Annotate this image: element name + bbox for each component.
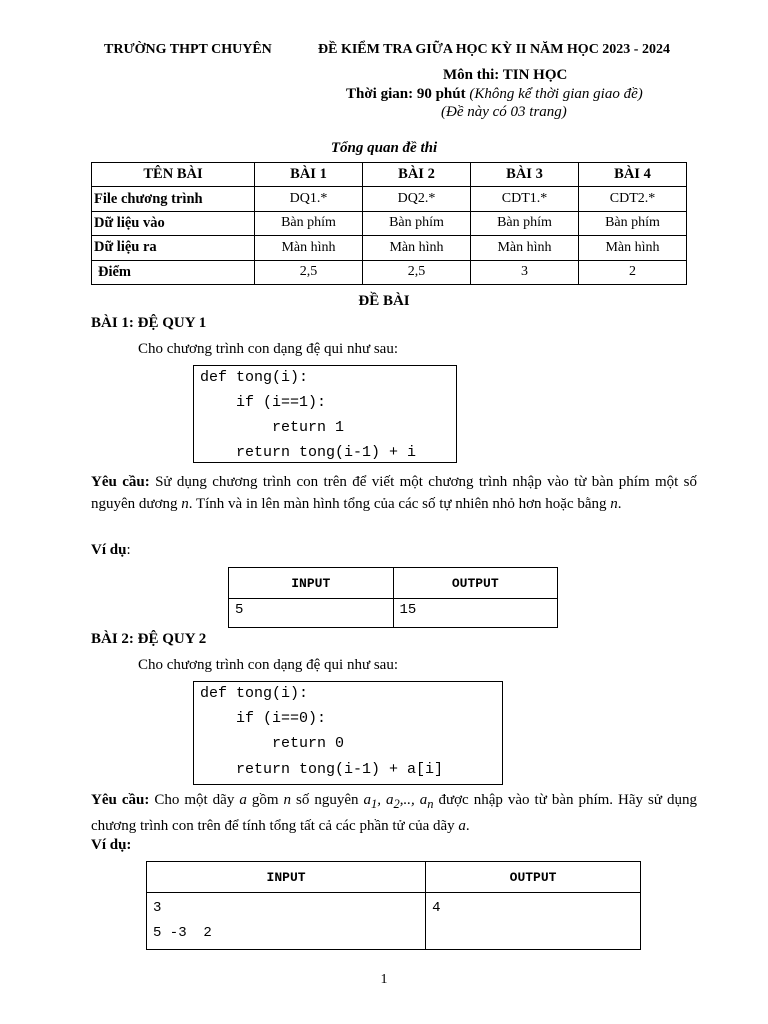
bai1-title: BÀI 1: ĐỆ QUY 1 bbox=[91, 315, 207, 331]
io-header-row bbox=[229, 568, 558, 599]
overview-header-cell: BÀI 3 bbox=[471, 163, 579, 187]
seq-a: , a bbox=[377, 792, 394, 808]
overview-cell: Màn hình bbox=[471, 236, 579, 260]
overview-title: Tổng quan đề thi bbox=[330, 140, 438, 156]
io-header-output: OUTPUT bbox=[393, 568, 558, 599]
seq-a: a bbox=[363, 792, 371, 808]
overview-row-label: File chương trình bbox=[92, 187, 255, 211]
io-output-line: 15 bbox=[399, 602, 417, 618]
var-n: n bbox=[283, 792, 291, 808]
io-header-input: INPUT bbox=[147, 862, 426, 893]
io-output bbox=[426, 893, 641, 950]
io-row bbox=[147, 893, 641, 950]
requirement-label: Yêu cầu: bbox=[91, 792, 150, 808]
requirement-text: . Tính và in lên màn hình tổng của các số tự nhiên nhỏ hơn hoặc bằng bbox=[188, 496, 611, 512]
overview-row bbox=[92, 187, 687, 211]
overview-cell: DQ2.* bbox=[363, 187, 471, 211]
exam-time bbox=[346, 86, 643, 103]
overview-cell: Bàn phím bbox=[579, 211, 687, 235]
overview-cell: Bàn phím bbox=[471, 211, 579, 235]
io-row bbox=[229, 599, 558, 628]
io-output bbox=[393, 599, 558, 628]
sequence bbox=[363, 792, 434, 811]
seq-a: ,.., a bbox=[399, 792, 428, 808]
requirement-text: Cho một dãy bbox=[149, 792, 240, 808]
exam-title: ĐỀ KIỂM TRA GIỮA HỌC KỲ II NĂM HỌC 2023 - 2024 bbox=[318, 42, 670, 57]
overview-header-row bbox=[92, 163, 687, 187]
code-line: if (i==0): bbox=[200, 710, 327, 727]
overview-cell: 2 bbox=[579, 260, 687, 284]
overview-cell: Màn hình bbox=[363, 236, 471, 260]
bai1-code-box bbox=[193, 365, 457, 463]
code-line: return 0 bbox=[200, 735, 345, 752]
overview-header-cell: BÀI 1 bbox=[255, 163, 363, 187]
code-line: def tong(i): bbox=[200, 685, 309, 702]
overview-cell: Màn hình bbox=[579, 236, 687, 260]
var-a: a bbox=[458, 818, 466, 834]
bai1-intro: Cho chương trình con dạng đệ qui như sau: bbox=[138, 341, 398, 357]
example-colon: : bbox=[126, 542, 131, 558]
io-input bbox=[229, 599, 394, 628]
overview-cell: Bàn phím bbox=[255, 211, 363, 235]
overview-header-cell: TÊN BÀI bbox=[92, 163, 255, 187]
overview-row bbox=[92, 211, 687, 235]
io-input-line: 5 bbox=[235, 602, 244, 618]
overview-row-label: Dữ liệu ra bbox=[92, 236, 255, 260]
io-header-row bbox=[147, 862, 641, 893]
page-number: 1 bbox=[380, 972, 388, 987]
overview-cell: Bàn phím bbox=[363, 211, 471, 235]
overview-row-label: Dữ liệu vào bbox=[92, 211, 255, 235]
bai1-example-label bbox=[91, 542, 131, 559]
overview-table bbox=[91, 162, 687, 285]
io-output-line: 4 bbox=[432, 900, 441, 916]
io-header-output: OUTPUT bbox=[426, 862, 641, 893]
bai2-io-table bbox=[146, 861, 641, 950]
overview-row-label: Điểm bbox=[92, 260, 255, 284]
exam-subject: Môn thi: TIN HỌC bbox=[443, 67, 568, 83]
requirement-text: gồm bbox=[246, 792, 284, 808]
overview-row bbox=[92, 236, 687, 260]
section-heading: ĐỀ BÀI bbox=[358, 293, 410, 309]
requirement-text: . bbox=[617, 496, 622, 512]
code-line: if (i==1): bbox=[200, 394, 327, 411]
school-name: TRƯỜNG THPT CHUYÊN bbox=[104, 42, 272, 57]
time-note: (Không kể thời gian giao đề) bbox=[469, 86, 643, 102]
requirement-text: . bbox=[465, 818, 470, 834]
overview-cell: 3 bbox=[471, 260, 579, 284]
var-n: n bbox=[610, 496, 618, 512]
overview-cell: 2,5 bbox=[255, 260, 363, 284]
code-line: def tong(i): bbox=[200, 369, 309, 386]
code-line: return tong(i-1) + i bbox=[200, 444, 417, 461]
io-input bbox=[147, 893, 426, 950]
seq-sub: n bbox=[427, 797, 434, 811]
io-input-line: 3 bbox=[153, 900, 162, 916]
seq-sub: 2 bbox=[393, 797, 400, 811]
seq-sub: 1 bbox=[371, 797, 378, 811]
time-label: Thời gian: 90 phút bbox=[346, 86, 466, 102]
overview-cell: DQ1.* bbox=[255, 187, 363, 211]
overview-cell: CDT1.* bbox=[471, 187, 579, 211]
overview-header-cell: BÀI 4 bbox=[579, 163, 687, 187]
requirement-label: Yêu cầu: bbox=[91, 474, 150, 490]
bai2-example-label: Ví dụ: bbox=[91, 837, 132, 853]
overview-row bbox=[92, 260, 687, 284]
requirement-text: số nguyên bbox=[291, 792, 364, 808]
code-line: return tong(i-1) + a[i] bbox=[200, 761, 444, 778]
var-a: a bbox=[239, 792, 247, 808]
requirement-text: Sử dụng chương trình con trên để viết một chương trình nhập vào từ bàn phím một số nguyên dương bbox=[91, 474, 697, 512]
io-input-line: 5 -3 2 bbox=[153, 925, 212, 941]
requirement-text: được nhập vào từ bàn phím. Hãy sử dụng chương trình con trên để tính tổng tất cả các phần tử của dãy bbox=[91, 792, 698, 834]
example-label: Ví dụ bbox=[91, 542, 127, 558]
overview-cell: CDT2.* bbox=[579, 187, 687, 211]
bai2-requirement bbox=[91, 789, 697, 837]
bai1-io-table bbox=[228, 567, 558, 628]
bai1-requirement bbox=[91, 471, 697, 515]
bai2-title: BÀI 2: ĐỆ QUY 2 bbox=[91, 631, 207, 647]
code-line: return 1 bbox=[200, 419, 345, 436]
overview-cell: Màn hình bbox=[255, 236, 363, 260]
overview-cell: 2,5 bbox=[363, 260, 471, 284]
io-header-input: INPUT bbox=[229, 568, 394, 599]
bai2-code-box bbox=[193, 681, 503, 785]
var-n: n bbox=[181, 496, 189, 512]
bai2-intro: Cho chương trình con dạng đệ qui như sau: bbox=[138, 657, 398, 673]
pages-note: (Đề này có 03 trang) bbox=[441, 104, 567, 120]
overview-header-cell: BÀI 2 bbox=[363, 163, 471, 187]
